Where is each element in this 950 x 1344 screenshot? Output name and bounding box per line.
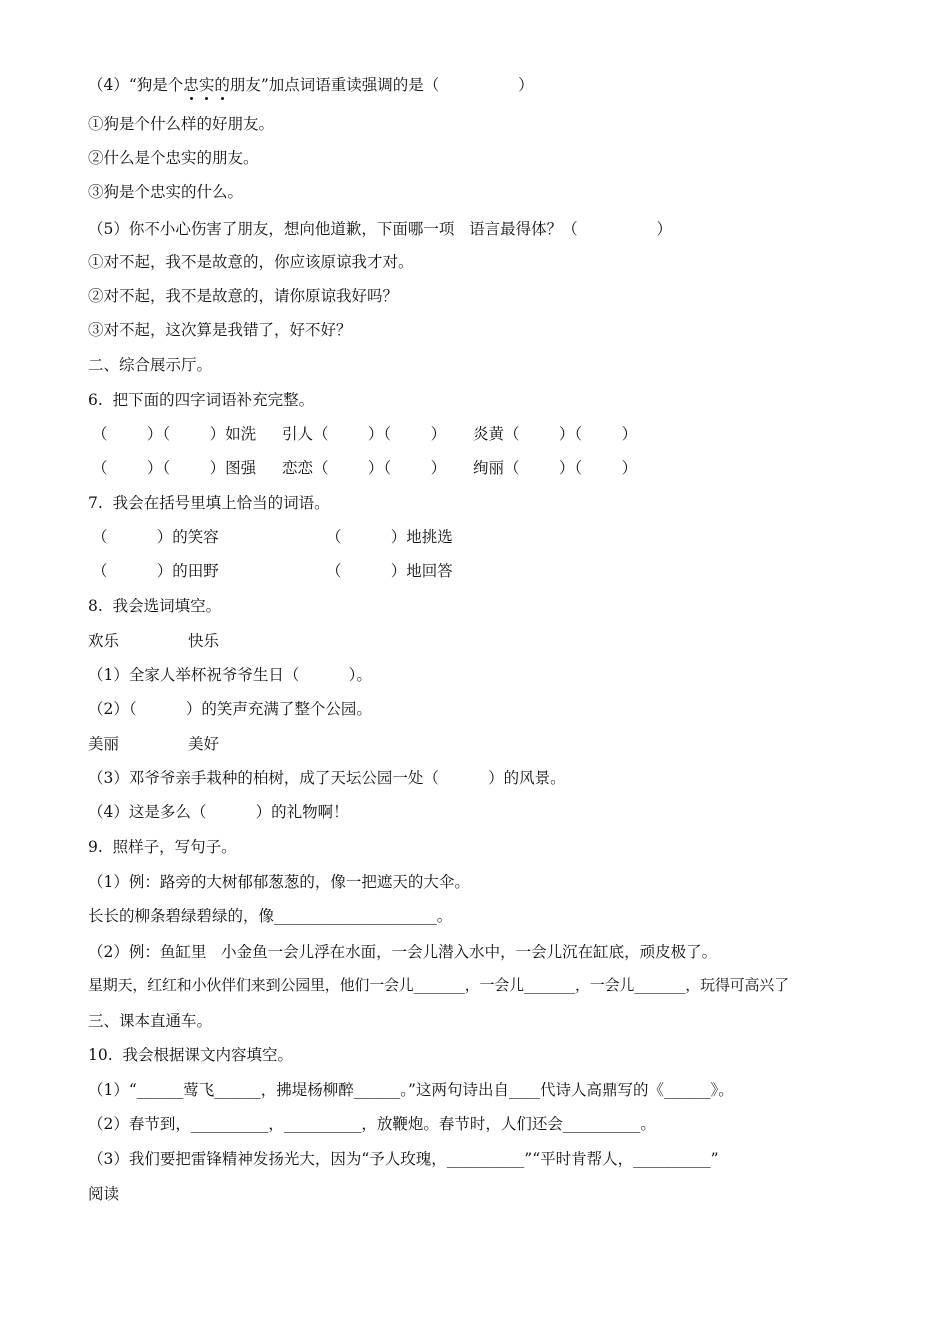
q8-word-group-1: 欢乐 快乐 bbox=[88, 632, 219, 650]
q5-option-2: ②对不起，我不是故意的，请你原谅我好吗？ bbox=[88, 287, 399, 305]
q10-sentence-3: （3）我们要把雷锋精神发扬光大，因为“予人玫瑰，__________”“平时肯帮人，__________” bbox=[88, 1150, 719, 1168]
q4-option-2: ②什么是个忠实的朋友。 bbox=[88, 149, 259, 167]
q10-sentence-2: （2）春节到，__________，__________，放鞭炮。春节时，人们还会__________。 bbox=[88, 1115, 656, 1133]
q9-example-1: （1）例：路旁的大树郁郁葱葱的，像一把遮天的大伞。 bbox=[88, 873, 470, 891]
q9-example-2: （2）例：鱼缸里 小金鱼一会儿浮在水面，一会儿潜入水中，一会儿沉在缸底，顽皮极了。 bbox=[88, 943, 718, 961]
q4-option-3: ③狗是个忠实的什么。 bbox=[88, 183, 244, 201]
q9-answer-1: 长长的柳条碧绿碧绿的，像_____________________。 bbox=[88, 907, 453, 925]
q8-sentence-4: （4）这是多么（ ）的礼物啊！ bbox=[88, 803, 349, 821]
q8-sentence-2: （2）（ ）的笑声充满了整个公园。 bbox=[88, 700, 372, 718]
q4-suffix: 朋友”加点词语重读强调的是（ ） bbox=[229, 76, 534, 94]
q4-dotted-char: 实 bbox=[198, 76, 215, 94]
section-3-heading: 三、课本直通车。 bbox=[88, 1012, 213, 1030]
q4-option-1: ①狗是个什么样的好朋友。 bbox=[88, 115, 275, 133]
q5-option-1: ①对不起，我不是故意的，你应该原谅我才对。 bbox=[88, 253, 414, 271]
q4-title bbox=[88, 75, 534, 95]
q8-sentence-3: （3）邓爷爷亲手栽种的柏树，成了天坛公园一处（ ）的风景。 bbox=[88, 769, 566, 787]
q4-prefix: （4）“狗是个 bbox=[88, 76, 184, 94]
q7-blank-row1-a: （ ）的笑容 bbox=[92, 528, 219, 546]
q5-title: （5）你不小心伤害了朋友，想向他道歉，下面哪一项 语言最得体？（ ） bbox=[88, 220, 672, 238]
q6-blank-row2-a: （ ）（ ）图强 bbox=[92, 459, 257, 477]
q8-title: 8. 我会选词填空。 bbox=[88, 597, 222, 615]
q9-title: 9. 照样子，写句子。 bbox=[88, 838, 237, 856]
section-2-heading: 二、综合展示厅。 bbox=[88, 356, 213, 374]
q7-blank-row2-a: （ ）的田野 bbox=[92, 562, 219, 580]
q7-blank-row2-b: （ ）地回答 bbox=[326, 562, 453, 580]
q6-blank-row2-b: 恋恋（ ）（ ） bbox=[282, 459, 447, 477]
q10-sentence-1: （1）“______莺飞______，拂堤杨柳醉______。”这两句诗出自____代诗人高鼎写的《______》。 bbox=[88, 1081, 734, 1099]
q8-sentence-1: （1）全家人举杯祝爷爷生日（ ）。 bbox=[88, 666, 372, 684]
q10-title: 10. 我会根据课文内容填空。 bbox=[88, 1046, 294, 1064]
reading-heading: 阅读 bbox=[88, 1185, 120, 1203]
q8-word-group-2: 美丽 美好 bbox=[88, 735, 219, 753]
q6-blank-row1-b: 引人（ ）（ ） bbox=[282, 425, 447, 443]
q7-title: 7. 我会在括号里填上恰当的词语。 bbox=[88, 494, 330, 512]
q6-blank-row2-c: 绚丽（ ）（ ） bbox=[473, 459, 638, 477]
q7-blank-row1-b: （ ）地挑选 bbox=[326, 528, 453, 546]
q5-option-3: ③对不起，这次算是我错了，好不好？ bbox=[88, 321, 352, 339]
q6-blank-row1-a: （ ）（ ）如洗 bbox=[92, 425, 257, 443]
q6-blank-row1-c: 炎黄（ ）（ ） bbox=[473, 425, 638, 443]
q4-dotted-word bbox=[183, 76, 230, 94]
q4-dotted-char: 忠 bbox=[183, 76, 199, 94]
q6-title: 6. 把下面的四字词语补充完整。 bbox=[88, 391, 315, 409]
q4-dotted-char: 的 bbox=[214, 76, 230, 94]
q9-answer-2: 星期天，红红和小伙伴们来到公园里，他们一会儿_______，一会儿_______，一会儿_______，玩得可高兴了 bbox=[88, 976, 789, 994]
